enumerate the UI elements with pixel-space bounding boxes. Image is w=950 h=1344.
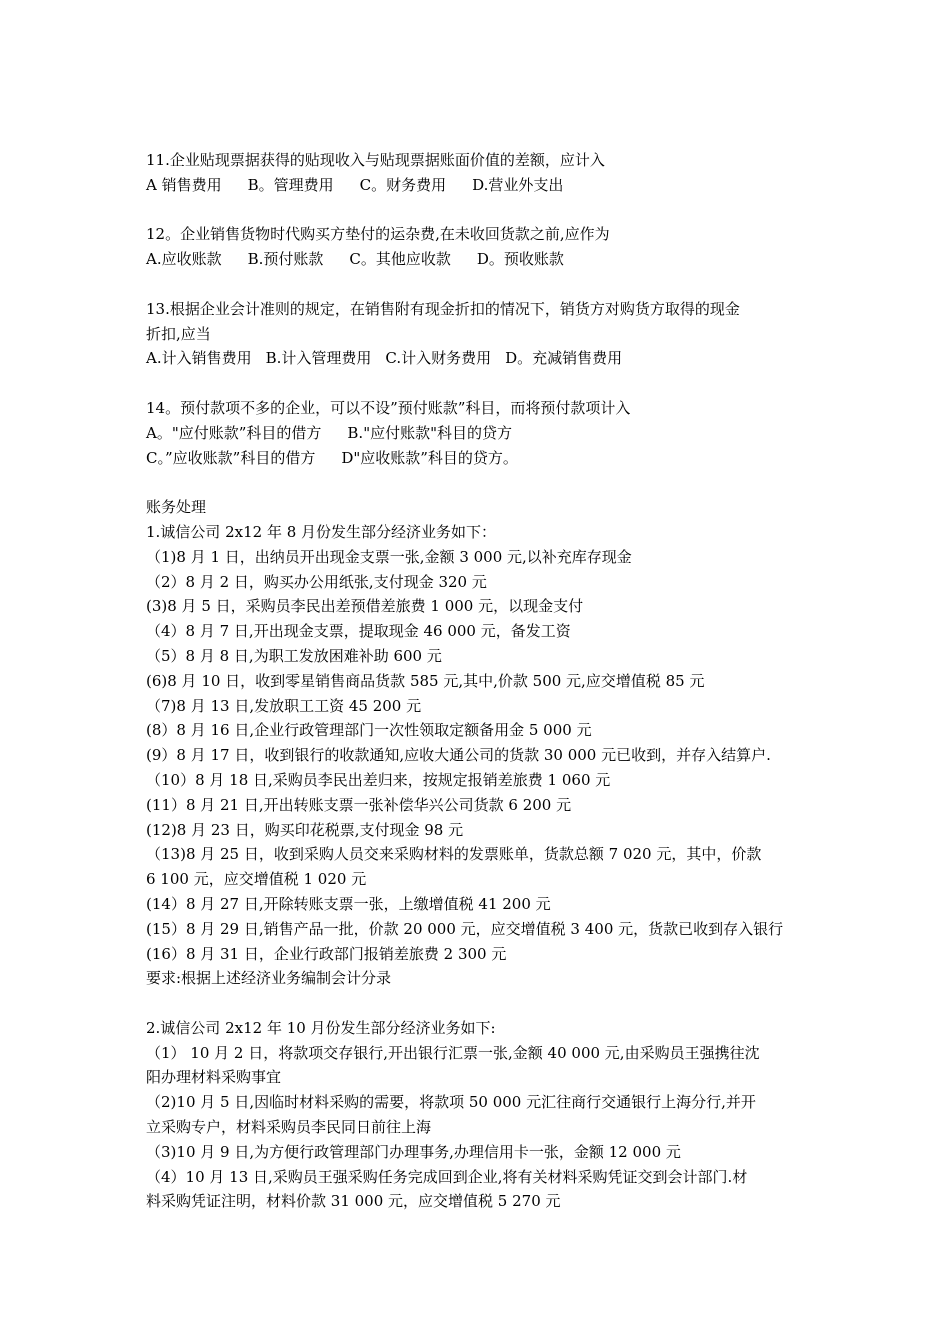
option-c: C。财务费用 xyxy=(359,175,447,194)
task-line: （4）10 月 13 日,采购员王强采购任务完成回到企业,将有关材料采购凭证交到会计部门.材 xyxy=(146,1167,748,1186)
option-c: C.计入财务费用 xyxy=(385,349,492,368)
question-stem: 12。企业销售货物时代购买方垫付的运杂费,在未收回货款之前,应作为 xyxy=(146,225,610,244)
spacer xyxy=(146,371,811,396)
option-a: A.应收账款 xyxy=(146,250,222,269)
question-options xyxy=(146,173,811,198)
option-c: C。其他应收款 xyxy=(349,250,451,269)
task-line: （2）8 月 2 日，购买办公用纸张,支付现金 320 元 xyxy=(146,572,487,591)
task-1 xyxy=(146,520,811,991)
question-11 xyxy=(146,148,811,198)
task-line: (6)8 月 10 日，收到零星销售商品货款 585 元,其中,价款 500 元,应交增值税 85 元 xyxy=(146,671,705,690)
task-2 xyxy=(146,1016,811,1214)
task-line: （3)10 月 9 日,为方便行政管理部门办理事务,办理信用卡一张，金额 12 000 元 xyxy=(146,1142,681,1161)
task-requirement: 要求:根据上述经济业务编制会计分录 xyxy=(146,969,392,988)
question-options-row-2 xyxy=(146,446,811,471)
option-a: A。"应付账款”科目的借方 xyxy=(146,423,322,442)
spacer xyxy=(146,991,811,1016)
option-b: B。管理费用 xyxy=(247,175,334,194)
option-d: D。充减销售费用 xyxy=(505,349,623,368)
question-options xyxy=(146,247,811,272)
option-c: C。”应收账款”科目的借方 xyxy=(146,448,316,467)
question-options-row-1 xyxy=(146,421,811,446)
task-line: （10）8 月 18 日,采购员李民出差归来，按规定报销差旅费 1 060 元 xyxy=(146,770,611,789)
question-stem: 14。预付款项不多的企业，可以不设”预付账款”科目，而将预付款项计入 xyxy=(146,398,631,417)
question-stem-line-2: 折扣,应当 xyxy=(146,324,211,343)
task-line: (12)8 月 23 日，购买印花税票,支付现金 98 元 xyxy=(146,820,464,839)
spacer xyxy=(146,272,811,297)
spacer xyxy=(146,470,811,495)
task-line: (3)8 月 5 日，采购员李民出差预借差旅费 1 000 元，以现金支付 xyxy=(146,597,584,616)
task-intro: 1.诚信公司 2x12 年 8 月份发生部分经济业务如下： xyxy=(146,522,497,541)
document-page xyxy=(146,148,811,1214)
task-line: (15）8 月 29 日,销售产品一批，价款 20 000 元，应交增值税 3 400 元，货款已收到存入银行 xyxy=(146,919,784,938)
task-intro: 2.诚信公司 2x12 年 10 月份发生部分经济业务如下: xyxy=(146,1018,496,1037)
question-14 xyxy=(146,396,811,470)
task-line: （5）8 月 8 日,为职工发放困难补助 600 元 xyxy=(146,646,442,665)
question-stem: 11.企业贴现票据获得的贴现收入与贴现票据账面价值的差额，应计入 xyxy=(146,151,605,169)
spacer xyxy=(146,198,811,223)
option-b: B.计入管理费用 xyxy=(265,349,372,368)
task-line: （7)8 月 13 日,发放职工工资 45 200 元 xyxy=(146,696,422,715)
task-line: (8）8 月 16 日,企业行政管理部门一次性领取定额备用金 5 000 元 xyxy=(146,721,592,740)
option-a: A.计入销售费用 xyxy=(146,349,252,368)
option-a: A 销售费用 xyxy=(146,175,222,194)
question-options xyxy=(146,346,811,371)
question-13 xyxy=(146,297,811,371)
task-line: (9）8 月 17 日，收到银行的收款通知,应收大通公司的货款 30 000 元已收到，并存入结算户. xyxy=(146,746,771,765)
question-stem-line-1: 13.根据企业会计准则的规定，在销售附有现金折扣的情况下，销货方对购货方取得的现金 xyxy=(146,299,740,318)
task-line: （13)8 月 25 日，收到采购人员交来采购材料的发票账单，货款总额 7 020 元，其中，价款 xyxy=(146,845,762,864)
option-d: D"应收账款”科目的贷方。 xyxy=(341,448,518,467)
task-line: 6 100 元，应交增值税 1 020 元 xyxy=(146,870,367,889)
option-b: B."应付账款"科目的贷方 xyxy=(347,423,512,442)
task-line: (11）8 月 21 日,开出转账支票一张补偿华兴公司货款 6 200 元 xyxy=(146,795,572,814)
option-b: B.预付账款 xyxy=(247,250,324,269)
task-line: 立采购专户，材料采购员李民同日前往上海 xyxy=(146,1118,432,1137)
task-line: （1)8 月 1 日，出纳员开出现金支票一张,金额 3 000 元,以补充库存现金 xyxy=(146,547,632,566)
task-line: (16）8 月 31 日，企业行政部门报销差旅费 2 300 元 xyxy=(146,944,507,963)
task-line: (14）8 月 27 日,开除转账支票一张，上缴增值税 41 200 元 xyxy=(146,894,551,913)
option-d: D.营业外支出 xyxy=(472,175,564,194)
task-line: （2)10 月 5 日,因临时材料采购的需要，将款项 50 000 元汇往商行交通银行上海分行,并开 xyxy=(146,1093,756,1112)
task-line: （4）8 月 7 日,开出现金支票，提取现金 46 000 元，备发工资 xyxy=(146,622,571,641)
task-line: 阳办理材料采购事宜 xyxy=(146,1068,282,1087)
question-12 xyxy=(146,222,811,272)
section-title: 账务处理 xyxy=(146,498,207,517)
option-d: D。预收账款 xyxy=(476,250,564,269)
task-line: 料采购凭证注明，材料价款 31 000 元，应交增值税 5 270 元 xyxy=(146,1192,561,1211)
task-line: （1） 10 月 2 日，将款项交存银行,开出银行汇票一张,金额 40 000 元,由采购员王强携往沈 xyxy=(146,1043,760,1062)
